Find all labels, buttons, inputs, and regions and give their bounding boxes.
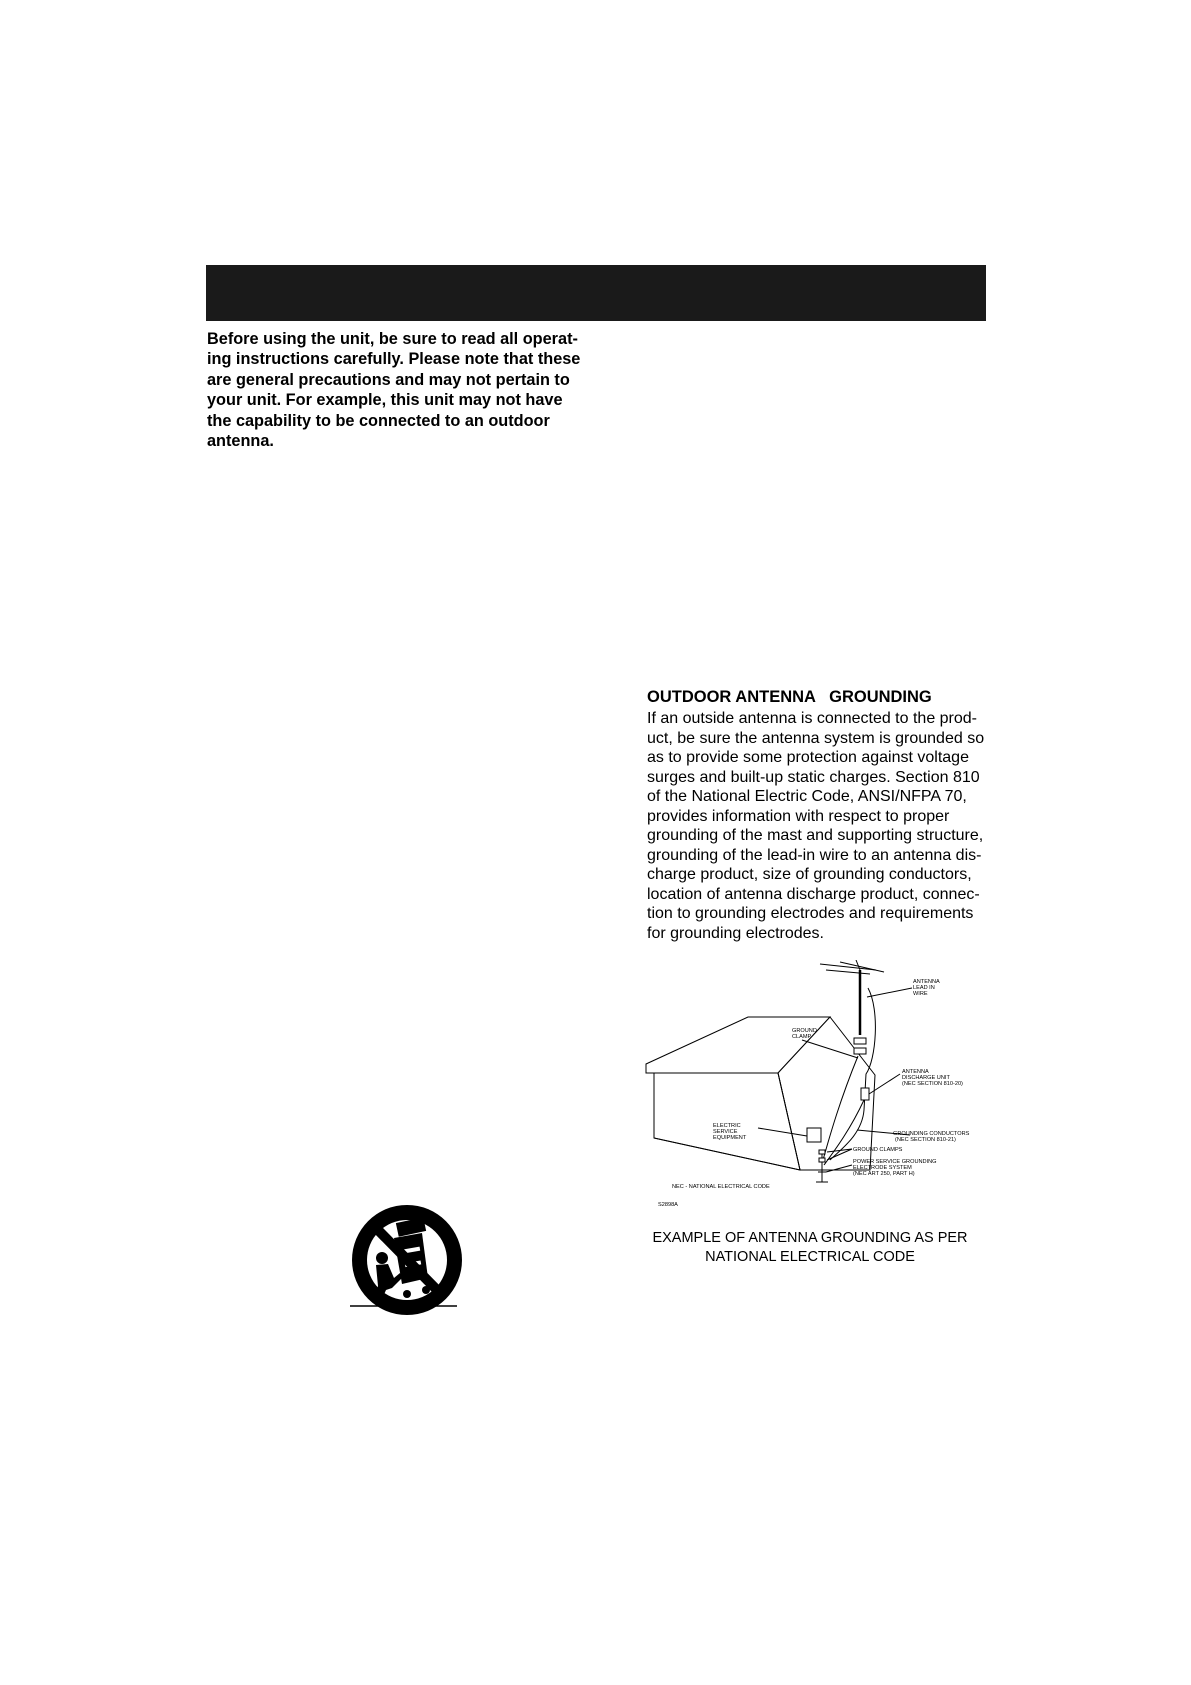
label-power-service: (NEC ART 250, PART H) — [853, 1171, 915, 1177]
intro-line: the capability to be connected to an outdoor — [207, 411, 550, 430]
body-line: location of antenna discharge product, connec- — [647, 885, 980, 903]
label-discharge-unit: ANTENNA — [902, 1069, 929, 1075]
body-line: surges and built-up static charges. Section 810 — [647, 768, 980, 786]
diagram-caption — [640, 1229, 980, 1267]
electric-service-box — [807, 1128, 821, 1142]
body-line: grounding of the lead-in wire to an antenna dis- — [647, 846, 982, 864]
label-antenna-lead-in: LEAD IN — [913, 985, 935, 991]
body-line: for grounding electrodes. — [647, 924, 824, 942]
label-antenna-lead-in: ANTENNA — [913, 979, 940, 985]
label-ground-clamp: CLAMP — [792, 1034, 812, 1040]
label-ground-clamp: GROUND — [792, 1028, 817, 1034]
label-power-service: POWER SERVICE GROUNDING — [853, 1159, 937, 1165]
label-discharge-unit: (NEC SECTION 810-20) — [902, 1081, 963, 1087]
label-antenna-lead-in: WIRE — [913, 991, 928, 997]
label-nec-note: NEC - NATIONAL ELECTRICAL CODE — [672, 1184, 770, 1190]
label-electric-service: EQUIPMENT — [713, 1135, 747, 1141]
intro-line: your unit. For example, this unit may not have — [207, 391, 563, 410]
intro-line: Before using the unit, be sure to read all operat- — [207, 330, 578, 348]
label-grounding-conductors: (NEC SECTION 810-21) — [895, 1137, 956, 1143]
body-line: uct, be sure the antenna system is grounded so — [647, 729, 985, 747]
body-line: If an outside antenna is connected to the prod- — [647, 710, 978, 727]
label-electric-service: ELECTRIC — [713, 1123, 741, 1129]
cart-tip-over-warning-icon — [342, 1198, 472, 1328]
antenna-grounding-heading: OUTDOOR ANTENNA GROUNDING — [647, 688, 932, 706]
section-header-bar — [206, 265, 986, 321]
caption-line-2: NATIONAL ELECTRICAL CODE — [705, 1249, 915, 1265]
label-grounding-conductors: GROUNDING CONDUCTORS — [893, 1131, 970, 1137]
label-figure-code: S2898A — [658, 1202, 678, 1208]
intro-paragraph — [207, 329, 587, 451]
antenna-grounding-diagram — [640, 960, 1000, 1210]
intro-line: ing instructions carefully. Please note that these — [207, 350, 581, 369]
body-line: provides information with respect to proper — [647, 807, 950, 825]
house-wall — [654, 1073, 800, 1170]
body-line: of the National Electric Code, ANSI/NFPA 70, — [647, 788, 967, 805]
label-discharge-unit: DISCHARGE UNIT — [902, 1075, 950, 1081]
intro-line: are general precautions and may not pertain to — [207, 370, 570, 389]
label-ground-clamps: GROUND CLAMPS — [853, 1147, 903, 1153]
body-line: grounding of the mast and supporting structure, — [647, 827, 984, 844]
body-line: tion to grounding electrodes and requirements — [647, 905, 974, 922]
label-power-service: ELECTRODE SYSTEM — [853, 1165, 912, 1171]
label-electric-service: SERVICE — [713, 1129, 738, 1135]
intro-line: antenna. — [207, 432, 274, 451]
caption-line-1: EXAMPLE OF ANTENNA GROUNDING AS PER — [652, 1230, 968, 1246]
body-line: as to provide some protection against voltage — [647, 749, 969, 766]
body-line: charge product, size of grounding conductors, — [647, 866, 972, 883]
antenna-grounding-body — [647, 709, 999, 943]
discharge-unit — [861, 1088, 869, 1100]
